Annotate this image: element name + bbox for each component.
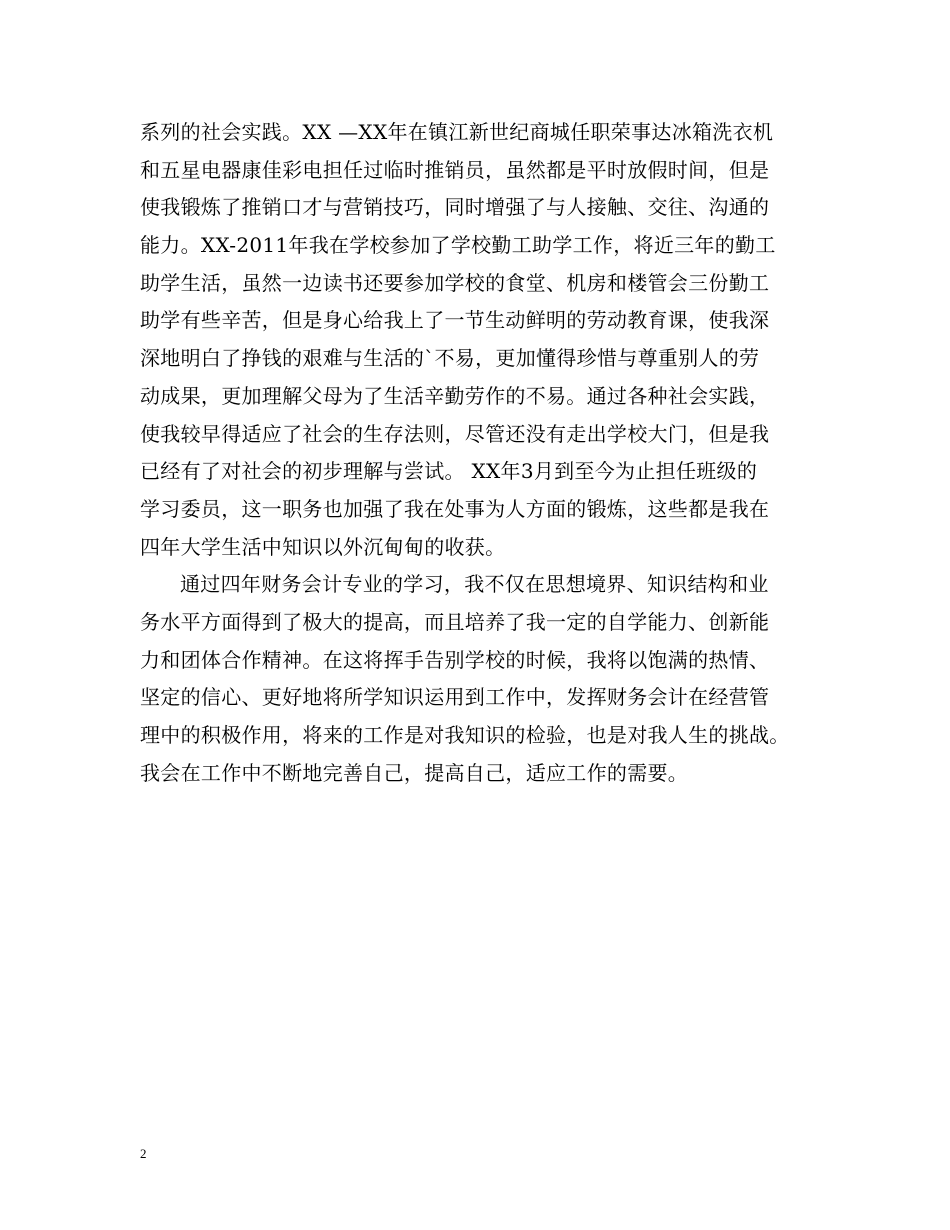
text-line: 四年大学生活中知识以外沉甸甸的收获。 — [140, 534, 506, 559]
text-line: 学习委员，这一职务也加强了我在处事为人方面的锻炼，这些都是我在 — [140, 496, 770, 521]
text-line: 使我较早得适应了社会的生存法则，尽管还没有走出学校大门，但是我 — [140, 421, 770, 446]
text-line: 使我锻炼了推销口才与营销技巧，同时增强了与人接触、交往、沟通的 — [140, 195, 770, 220]
page-number: 2 — [140, 1146, 147, 1161]
text-line: 我会在工作中不断地完善自己，提高自己，适应工作的需要。 — [140, 760, 689, 785]
text-line: 助学有些辛苦，但是身心给我上了一节生动鲜明的劳动教育课，使我深 — [140, 308, 770, 333]
text-line: 力和团体合作精神。在这将挥手告别学校的时候，我将以饱满的热情、 — [140, 647, 770, 672]
paragraph-1 — [140, 114, 830, 566]
text-line: 助学生活，虽然一边读书还要参加学校的食堂、机房和楼管会三份勤工 — [140, 270, 770, 295]
text-line: 已经有了对社会的初步理解与尝试。 XX年3月到至今为止担任班级的 — [140, 459, 758, 484]
text-line: 坚定的信心、更好地将所学知识运用到工作中，发挥财务会计在经营管 — [140, 685, 770, 710]
text-line-indented: 通过四年财务会计专业的学习，我不仅在思想境界、知识结构和业 — [180, 572, 769, 597]
paragraph-2 — [140, 566, 830, 792]
text-line: 能力。XX-2011年我在学校参加了学校勤工助学工作，将近三年的勤工 — [140, 233, 776, 258]
text-line: 系列的社会实践。XX —XX年在镇江新世纪商城任职荣事达冰箱洗衣机 — [140, 120, 774, 144]
text-line: 和五星电器康佳彩电担任过临时推销员，虽然都是平时放假时间，但是 — [140, 157, 770, 182]
text-line: 深地明白了挣钱的艰难与生活的`不易，更加懂得珍惜与尊重别人的劳 — [140, 346, 760, 371]
text-line: 动成果，更加理解父母为了生活辛勤劳作的不易。通过各种社会实践， — [140, 383, 770, 408]
body-text — [140, 114, 830, 792]
text-line: 务水平方面得到了极大的提高，而且培养了我一定的自学能力、创新能 — [140, 609, 770, 634]
text-line: 理中的积极作用，将来的工作是对我知识的检验，也是对我人生的挑战。 — [140, 723, 790, 747]
